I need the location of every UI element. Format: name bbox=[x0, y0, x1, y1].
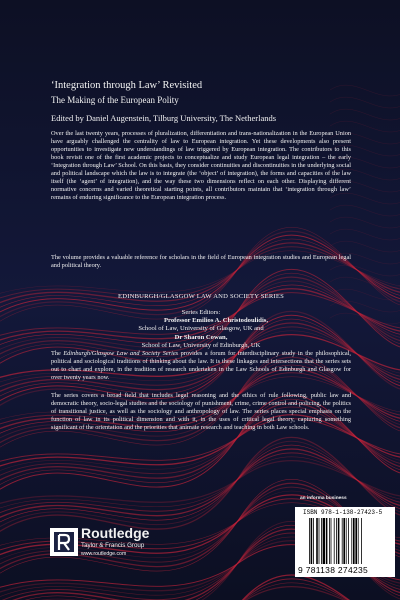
publisher-block bbox=[81, 525, 149, 557]
series-description-text: provides a forum for interdisciplinary study in the philosophical, political and sociological traditions of thinking about the law. It is these linkages and intersections that the series sets out to chart and explore, in the tradition of research undertaken in the Law Schools of Edinburgh and Glasgow for over twenty years now. bbox=[51, 350, 351, 382]
series-editors bbox=[51, 309, 351, 350]
barcode-bar bbox=[342, 518, 343, 564]
barcode-icon bbox=[309, 518, 383, 564]
series-editor-affiliation: School of Law, University of Glasgow, UK and bbox=[138, 325, 264, 333]
barcode-bar bbox=[348, 518, 349, 564]
book-title: ‘Integration through Law’ Revisited bbox=[51, 80, 203, 91]
barcode-bar bbox=[351, 518, 352, 564]
barcode-bar bbox=[338, 518, 340, 564]
book-editor: Edited by Daniel Augenstein, Tilburg University, The Netherlands bbox=[51, 113, 277, 123]
barcode-bar bbox=[343, 518, 345, 564]
series-editors-heading: Series Editors: bbox=[181, 309, 221, 316]
barcode-bar bbox=[319, 518, 320, 564]
barcode-bar bbox=[336, 518, 337, 564]
series-scope: The series covers a broad field that includes legal reasoning and the ethics of rule following, public law and democratic theory, socio-legal studies and the sociology of punishment, crime, crime control and policing, the politics of transitional justice, as well as the sociology and anthropology of law. The series places special emphasis on the function of law in its political dimension and with it, in the uses of critical legal theory, capturing something significant of the orientation and the priorities that animate research and teaching in both Law schools. bbox=[51, 392, 351, 432]
barcode-panel bbox=[295, 507, 395, 577]
series-editor-name: Professor Emilios A. Christodoulidis, bbox=[164, 317, 268, 325]
isbn-text: ISBN 978-1-138-27423-5 bbox=[303, 509, 383, 516]
blurb-paragraph-audience: The volume provides a valuable reference for scholars in the field of European integration studies and European legal and political theory. bbox=[51, 254, 351, 270]
barcode-bar bbox=[358, 518, 359, 564]
barcode-bar bbox=[316, 518, 318, 564]
publisher-group: Taylor & Francis Group bbox=[81, 542, 145, 549]
barcode-bar bbox=[346, 518, 347, 564]
barcode-bar bbox=[309, 518, 310, 564]
publisher-url[interactable]: www.routledge.com bbox=[81, 551, 127, 557]
barcode-bar bbox=[331, 518, 332, 564]
barcode-digits: 9 781138 274235 bbox=[298, 565, 369, 575]
barcode-bar bbox=[355, 518, 357, 564]
barcode-bar bbox=[334, 518, 335, 564]
series-editor-name: Dr Sharon Cowan, bbox=[174, 333, 228, 341]
series-description bbox=[51, 350, 351, 382]
series-title: EDINBURGH/GLASGOW LAW AND SOCIETY SERIES bbox=[118, 293, 284, 300]
series-editor-affiliation: School of Law, University of Edinburgh, UK bbox=[141, 341, 261, 349]
informa-tagline: an informa business bbox=[300, 496, 347, 501]
series-description-text: The bbox=[51, 350, 64, 357]
routledge-logo-icon bbox=[49, 527, 79, 557]
barcode-bar bbox=[311, 518, 313, 564]
barcode-bar bbox=[353, 518, 355, 564]
blurb-paragraph: Over the last twenty years, processes of pluralization, differentiation and trans-nationalization in the European Union have arguably challenged the centrality of law to European integration. Yet these developments also present opportunities to investigate new understandings of law triggered by European integration. The contributors to this book revisit one of the first academic projects to conceptualize and study European legal integration – the early ‘Integration through Law’ School. On this basis, they consider continuities and discontinuities in the underlying social and political landscape which the law is to integrate (the ‘object’ of integration), the forms and capacities of the law itself (the ‘agent’ of integration), and the way these two dimensions reflect on each other. Displaying different normative concerns and varied theoretical starting points, all contributors maintain that ‘integration through law’ remains of enduring significance to the European integration process. bbox=[51, 130, 351, 202]
barcode-bar bbox=[329, 518, 330, 564]
barcode-bar bbox=[321, 518, 322, 564]
series-name-italic: Edinburgh/Glasgow Law and Society Series bbox=[63, 350, 179, 357]
barcode-bar bbox=[326, 518, 328, 564]
barcode-bar bbox=[323, 518, 325, 564]
publisher-name: Routledge bbox=[81, 525, 150, 541]
barcode-bar bbox=[361, 518, 362, 564]
barcode-bar bbox=[313, 518, 314, 564]
book-subtitle: The Making of the European Polity bbox=[51, 95, 179, 105]
